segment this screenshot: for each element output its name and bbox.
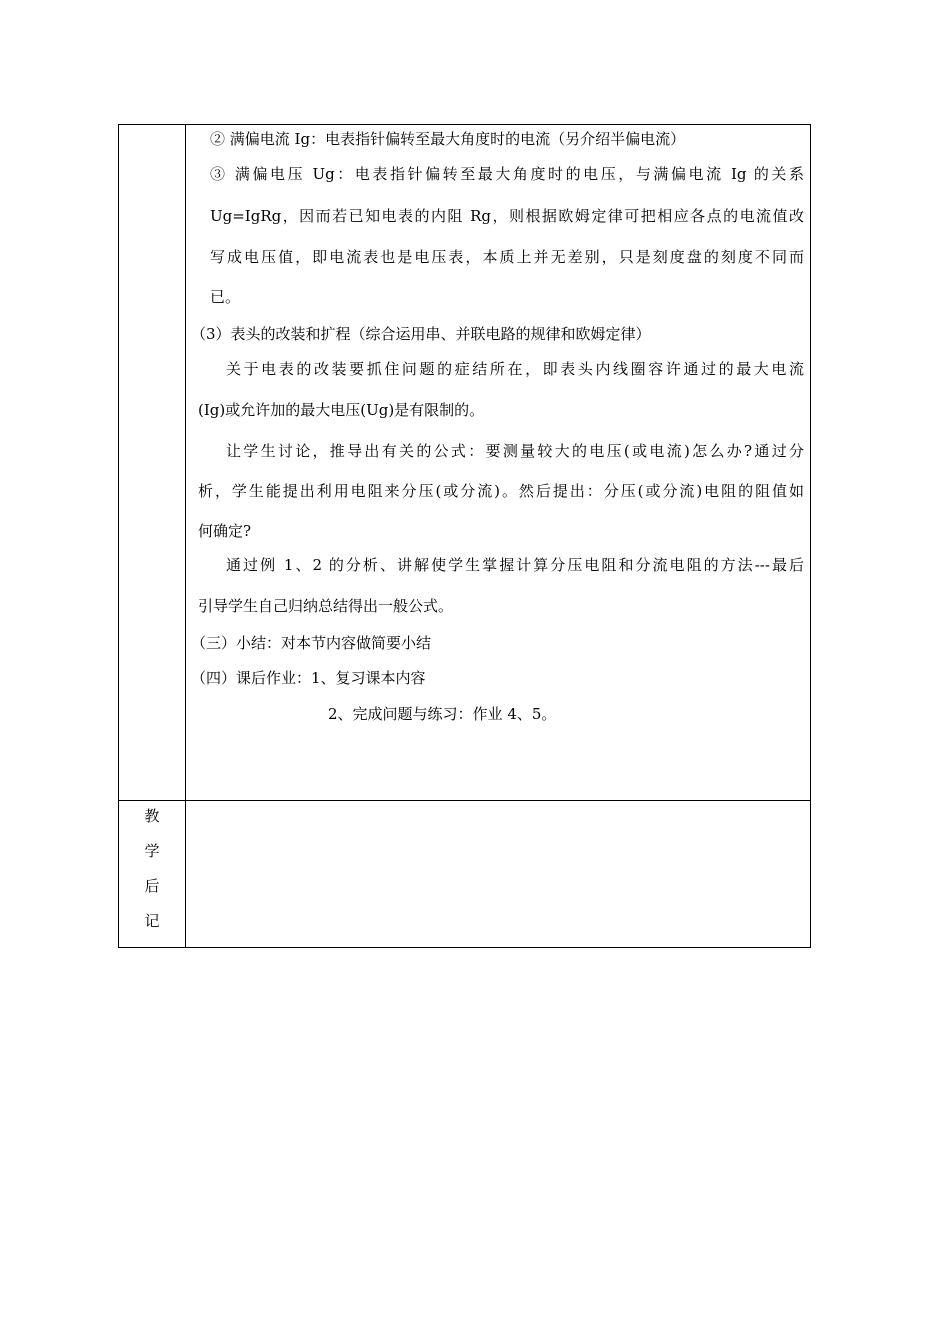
text-line-full-deflection-voltage: ③ 满偏电压 Ug：电表指针偏转至最大角度时的电压，与满偏电流 Ig 的关系 <box>210 165 804 183</box>
label-char: 教 <box>144 807 160 825</box>
lesson-plan-table <box>118 124 811 948</box>
text-line-modification-key: 关于电表的改装要抓住问题的症结所在，即表头内线圈容许通过的最大电流 <box>226 360 804 378</box>
teaching-content-cell <box>186 125 810 800</box>
section-heading-homework: （四）课后作业：1、复习课本内容 <box>191 669 426 687</box>
text-line-student-discussion: 让学生讨论，推导出有关的公式：要测量较大的电压(或电流)怎么办?通过分 <box>226 442 804 460</box>
section-heading-summary: （三）小结：对本节内容做简要小结 <box>191 634 432 652</box>
teaching-reflection-cell <box>186 801 810 948</box>
text-line-voltage-value: 写成电压值，即电流表也是电压表，本质上并无差别，只是刻度盘的刻度不同而 <box>210 248 804 266</box>
text-line-how-determine: 何确定? <box>198 522 252 540</box>
label-char: 记 <box>144 912 160 930</box>
section-heading-meter-modification: （3）表头的改装和扩程（综合运用串、并联电路的规律和欧姆定律） <box>191 325 651 343</box>
text-line-end: 已。 <box>210 288 241 306</box>
text-line-ug-formula: Ug=IgRg，因而若已知电表的内阻 Rg，则根据欧姆定律可把相应各点的电流值改 <box>210 207 804 225</box>
text-line-full-deflection-current: ② 满偏电流 Ig：电表指针偏转至最大角度时的电流（另介绍半偏电流） <box>210 130 686 148</box>
text-line-limits: (Ig)或允许加的最大电压(Ug)是有限制的。 <box>198 401 485 419</box>
text-line-analysis: 析，学生能提出利用电阻来分压(或分流)。然后提出：分压(或分流)电阻的阻值如 <box>198 482 804 500</box>
text-line-examples: 通过例 1、2 的分析、讲解使学生掌握计算分压电阻和分流电阻的方法---最后 <box>226 556 804 574</box>
teaching-reflection-label <box>119 801 185 948</box>
text-line-homework-item-2: 2、完成问题与练习：作业 4、5。 <box>328 705 557 723</box>
label-char: 后 <box>144 877 160 895</box>
text-line-general-formula: 引导学生自己归纳总结得出一般公式。 <box>198 597 454 615</box>
label-char: 学 <box>144 842 160 860</box>
